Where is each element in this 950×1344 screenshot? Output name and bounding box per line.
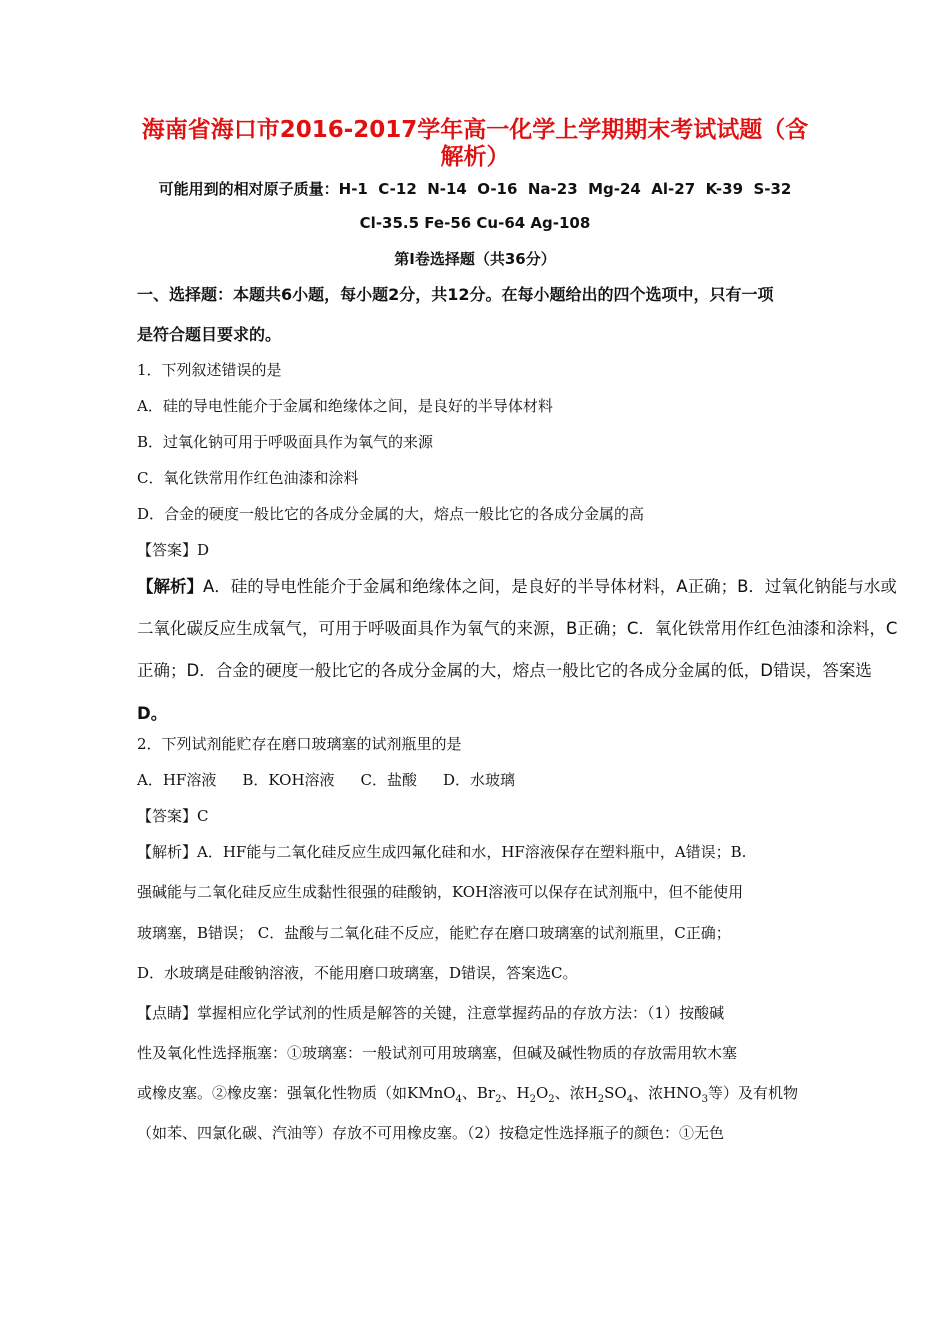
q1-answer: 【答案】D [137,541,210,559]
atomic-mass-line-1 [0,178,950,199]
tip-line-2: 性及氧化性选择瓶塞：①玻璃塞：一般试剂可用玻璃塞，但碱及碱性物质的存放需用软木塞 [137,1044,738,1062]
q1-explanation-line-3: 正确；D．合金的硬度一般比它的各成分金属的大，熔点一般比它的各成分金属的低，D错误，答案选 [137,661,872,680]
tip-text-3g: 、浓HNO [633,1084,702,1102]
q2-options [137,769,541,790]
q2-explanation-line-2: 强碱能与二氧化硅反应生成黏性很强的硅酸钠，KOH溶液可以保存在试剂瓶中，但不能使用 [137,883,744,901]
part1-instruction-line-1: 一、选择题：本题共6小题，每小题2分，共12分。在每小题给出的四个选项中，只有一项 [137,285,774,304]
q1-explanation-line-4: D。 [137,704,168,723]
tip-sub: 2 [597,1094,605,1105]
tip-text-1: 掌握相应化学试剂的性质是解答的关键，注意掌握药品的存放方法：（1）按酸碱 [197,1004,725,1022]
q1-option-d: D．合金的硬度一般比它的各成分金属的大，熔点一般比它的各成分金属的高 [137,505,645,523]
q2-answer: 【答案】C [137,807,209,825]
atomic-mass-line-2: Cl-35.5 Fe-56 Cu-64 Ag-108 [359,214,591,232]
atomic-mass-values-1: H-1 C-12 N-14 O-16 Na-23 Mg-24 Al-27 K-39 S-32 [338,180,792,198]
q1-explanation-text-1: A．硅的导电性能介于金属和绝缘体之间，是良好的半导体材料，A正确；B．过氧化钠能与水或 [203,577,897,596]
q1-option-b: B．过氧化钠可用于呼吸面具作为氧气的来源 [137,433,434,451]
q1-stem: 1．下列叙述错误的是 [137,361,282,379]
q2-stem: 2．下列试剂能贮存在磨口玻璃塞的试剂瓶里的是 [137,735,462,753]
tip-text-3c: 、H [501,1084,530,1102]
q1-option-a: A．硅的导电性能介于金属和绝缘体之间，是良好的半导体材料 [137,397,553,415]
q2-option-a: A．HF溶液 [137,771,217,789]
tip-text-3e: 、浓H [554,1084,598,1102]
tip-line-3 [137,1082,798,1105]
q1-explanation-line-2: 二氧化碳反应生成氧气，可用于呼吸面具作为氧气的来源，B正确；C．氧化铁常用作红色油漆和涂料，C [137,619,898,638]
tip-sub: 4 [626,1094,634,1105]
q2-explanation-line-3: 玻璃塞，B错误； C．盐酸与二氧化硅不反应，能贮存在磨口玻璃塞的试剂瓶里，C正确； [137,924,731,942]
part1-instruction-line-2: 是符合题目要求的。 [137,325,282,344]
q1-explanation-line-1 [137,573,897,597]
q2-option-d: D．水玻璃 [443,771,516,789]
q2-option-b: B．KOH溶液 [242,771,335,789]
tip-sub: 4 [455,1094,462,1105]
tip-sub: 2 [529,1094,536,1105]
q2-option-c: C．盐酸 [360,771,418,789]
tip-sub: 3 [701,1094,708,1105]
atomic-mass-label: 可能用到的相对原子质量： [158,180,339,198]
tip-text-3b: 、Br [461,1084,496,1102]
tip-label: 【点睛】 [137,1004,198,1022]
section-header: 第Ⅰ卷选择题（共36分） [394,250,556,268]
q1-option-c: C．氧化铁常用作红色油漆和涂料 [137,469,359,487]
tip-text-3h: 等）及有机物 [707,1084,798,1102]
tip-sub: 2 [548,1094,555,1105]
tip-line-4: （如苯、四氯化碳、汽油等）存放不可用橡皮塞。（2）按稳定性选择瓶子的颜色：①无色 [137,1124,725,1142]
tip-sub: 2 [495,1094,502,1105]
tip-text-3f: SO [604,1084,627,1102]
tip-line-1 [137,1002,724,1023]
document-title: 海南省海口市2016-2017学年高一化学上学期期末考试试题（含解析） [141,117,809,170]
q1-explanation-label: 【解析】 [137,577,203,596]
q2-explanation-line-1: 【解析】A．HF能与二氧化硅反应生成四氟化硅和水，HF溶液保存在塑料瓶中，A错误；B. [137,843,747,861]
tip-text-3d: O [535,1084,549,1102]
q2-explanation-line-4: D．水玻璃是硅酸钠溶液，不能用磨口玻璃塞，D错误，答案选C。 [137,964,578,982]
tip-text-3a: 或橡皮塞。②橡皮塞：强氧化性物质（如KMnO [137,1084,456,1102]
